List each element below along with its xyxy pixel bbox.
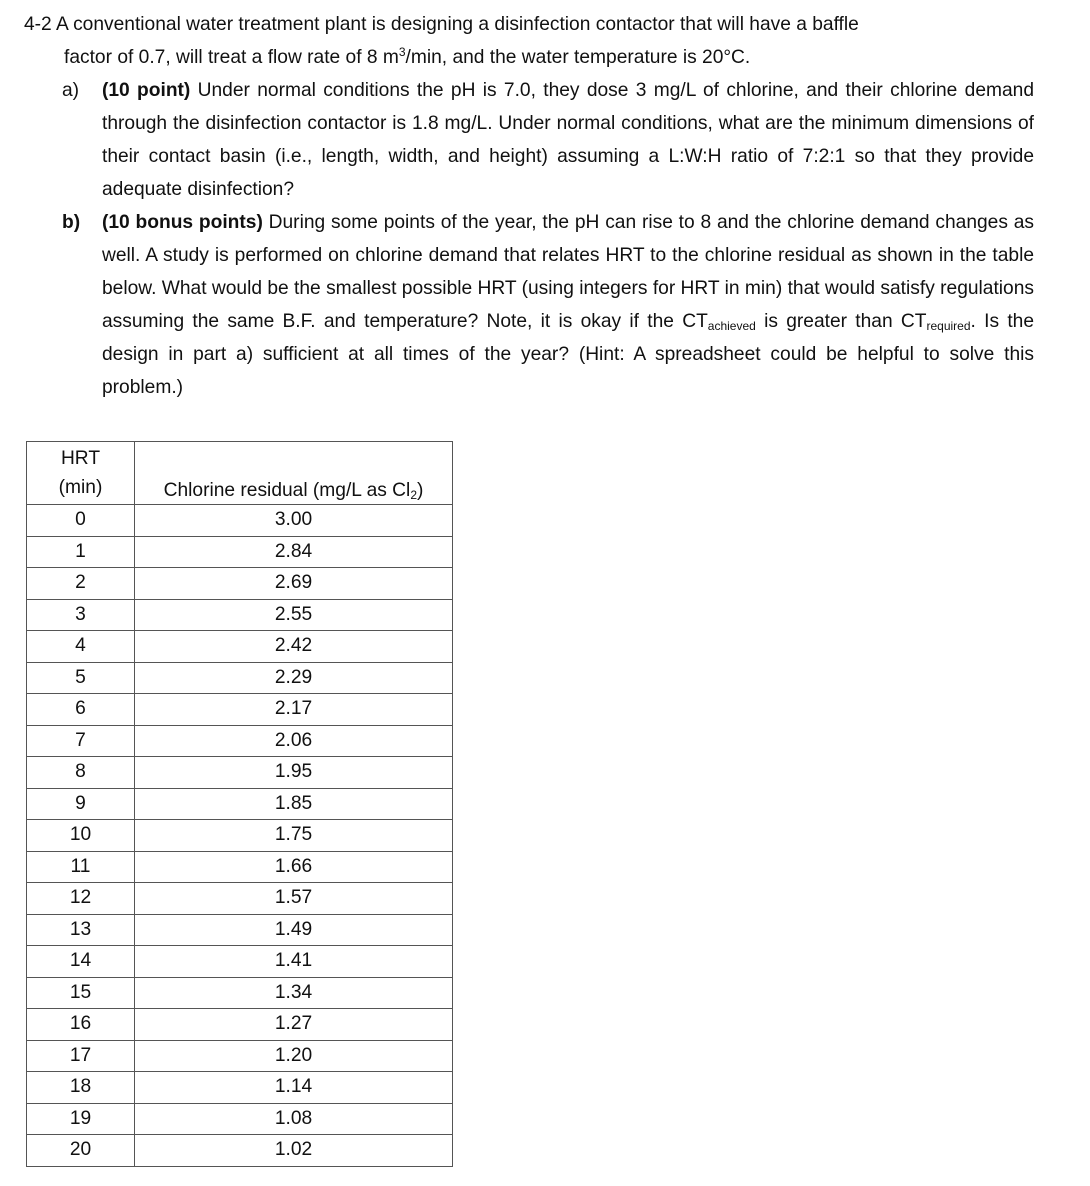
residual-cell: 1.66 xyxy=(135,851,453,883)
part-a-text: Under normal conditions the pH is 7.0, they dose 3 mg/L of chlorine, and their chlorine demand through the disinfection contactor is 1.8 mg/L. Under normal conditions, what are the minimum dimensions of their contact basin (i.e., length, width, and height) assuming a L:W:H ratio of 7:2:1 so that they provide adequate disinfection? xyxy=(102,80,1034,200)
table-row xyxy=(27,977,453,1009)
residual-cell: 1.14 xyxy=(135,1072,453,1104)
residual-cell: 1.34 xyxy=(135,977,453,1009)
residual-cell: 1.41 xyxy=(135,946,453,978)
hrt-cell: 1 xyxy=(27,536,135,568)
residual-cell: 2.29 xyxy=(135,662,453,694)
table-row xyxy=(27,505,453,537)
table-row xyxy=(27,599,453,631)
problem-intro-line1: 4-2 A conventional water treatment plant is designing a disinfection contactor that will have a baffle xyxy=(24,14,859,35)
table-row xyxy=(27,694,453,726)
chlorine-residual-table xyxy=(26,441,453,1167)
table-row xyxy=(27,883,453,915)
problem-number: 4-2 xyxy=(24,14,52,35)
table-row xyxy=(27,1072,453,1104)
part-a-points: (10 point) xyxy=(102,80,191,101)
part-b-points: (10 bonus points) xyxy=(102,212,263,233)
hrt-cell: 12 xyxy=(27,883,135,915)
hrt-cell: 11 xyxy=(27,851,135,883)
table-row xyxy=(27,757,453,789)
residual-cell: 3.00 xyxy=(135,505,453,537)
hrt-cell: 5 xyxy=(27,662,135,694)
residual-cell: 2.84 xyxy=(135,536,453,568)
part-a-label: a) xyxy=(62,80,80,101)
part-b-text: During some points of the year, the pH can rise to 8 and the chlorine demand changes as well. A study is performed on chlorine demand that relates HRT to the chlorine residual as shown in the table below. What would be the smallest possible HRT (using integers for HRT in min) that would satisfy regulations assuming the same B.F. and temperature? Note, it is okay if the $CT_{achieved}$ is greater than $CT_{required}$. Is the design in part a) sufficient at all times of the year? (Hint: A spreadsheet could be helpful to solve this problem.) xyxy=(102,212,1035,398)
residual-cell: 1.57 xyxy=(135,883,453,915)
residual-cell: 2.17 xyxy=(135,694,453,726)
residual-cell: 1.27 xyxy=(135,1009,453,1041)
part-b xyxy=(24,206,1034,404)
table-row xyxy=(27,662,453,694)
table-row xyxy=(27,946,453,978)
table-header-row xyxy=(27,442,453,505)
residual-cell: 2.55 xyxy=(135,599,453,631)
hrt-cell: 6 xyxy=(27,694,135,726)
hrt-cell: 4 xyxy=(27,631,135,663)
residual-cell: 1.75 xyxy=(135,820,453,852)
residual-cell: 2.06 xyxy=(135,725,453,757)
header-hrt: HRT (min) xyxy=(27,442,135,505)
hrt-cell: 7 xyxy=(27,725,135,757)
hrt-cell: 0 xyxy=(27,505,135,537)
residual-cell: 1.20 xyxy=(135,1040,453,1072)
hrt-cell: 10 xyxy=(27,820,135,852)
hrt-cell: 19 xyxy=(27,1103,135,1135)
residual-cell: 1.95 xyxy=(135,757,453,789)
hrt-cell: 15 xyxy=(27,977,135,1009)
residual-cell: 2.69 xyxy=(135,568,453,600)
part-b-label: b) xyxy=(62,212,81,233)
residual-cell: 1.85 xyxy=(135,788,453,820)
table-row xyxy=(27,820,453,852)
table-row xyxy=(27,1103,453,1135)
residual-cell: 1.49 xyxy=(135,914,453,946)
table-row xyxy=(27,536,453,568)
table-row xyxy=(27,914,453,946)
hrt-cell: 20 xyxy=(27,1135,135,1167)
hrt-cell: 14 xyxy=(27,946,135,978)
table-row xyxy=(27,1135,453,1167)
problem-statement xyxy=(24,8,1034,404)
table-row xyxy=(27,725,453,757)
part-a xyxy=(24,74,1034,206)
residual-cell: 1.02 xyxy=(135,1135,453,1167)
hrt-cell: 3 xyxy=(27,599,135,631)
residual-cell: 1.08 xyxy=(135,1103,453,1135)
table-row xyxy=(27,568,453,600)
table-row xyxy=(27,1009,453,1041)
table-row xyxy=(27,631,453,663)
hrt-cell: 13 xyxy=(27,914,135,946)
hrt-cell: 16 xyxy=(27,1009,135,1041)
header-chlorine-residual: Chlorine residual (mg/L as $Cl_2$) xyxy=(135,442,453,505)
table-row xyxy=(27,1040,453,1072)
hrt-cell: 18 xyxy=(27,1072,135,1104)
table-row xyxy=(27,851,453,883)
problem-intro-line2: factor of 0.7, will treat a flow rate of 8 $m^3/\min$, and the water temperature is 20°C. xyxy=(64,45,751,68)
table-row xyxy=(27,788,453,820)
hrt-cell: 9 xyxy=(27,788,135,820)
hrt-cell: 8 xyxy=(27,757,135,789)
table-body xyxy=(27,505,453,1167)
hrt-cell: 17 xyxy=(27,1040,135,1072)
residual-cell: 2.42 xyxy=(135,631,453,663)
hrt-cell: 2 xyxy=(27,568,135,600)
